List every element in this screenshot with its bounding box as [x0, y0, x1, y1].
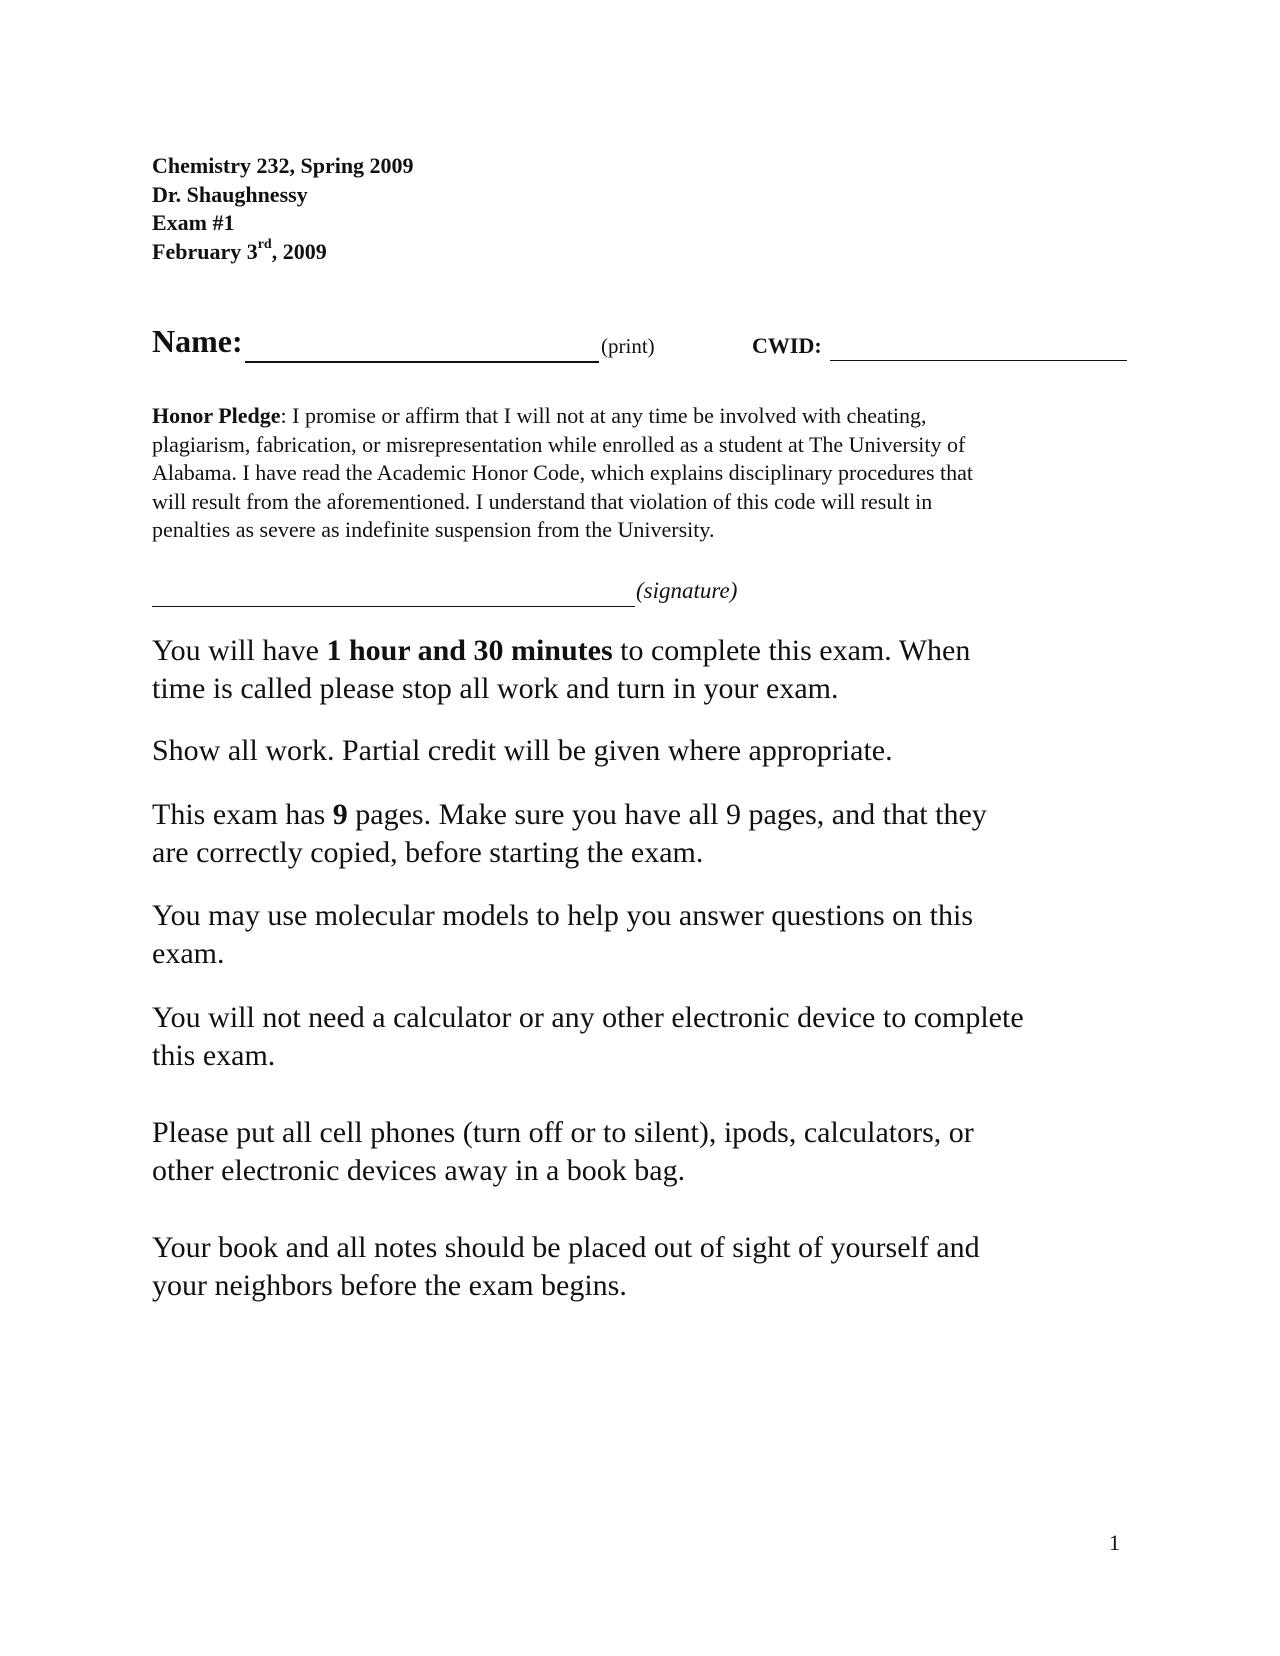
exam-date — [152, 238, 414, 267]
instruction-pages-text-a: This exam has — [152, 798, 333, 831]
instruction-devices — [152, 1114, 974, 1190]
exam-number: Exam #1 — [152, 210, 235, 235]
instruction-calculator-line-2: this exam. — [152, 1039, 276, 1072]
instruction-notes-line-2: your neighbors before the exam begins. — [152, 1269, 627, 1302]
page-count: 9 — [332, 798, 348, 831]
honor-pledge — [152, 402, 1102, 545]
instruction-calculator-line-1: You will not need a calculator or any other electronic device to complete — [152, 1001, 1024, 1034]
cwid-field[interactable] — [830, 360, 1127, 361]
instruction-show-work-line: Show all work. Partial credit will be given where appropriate. — [152, 734, 893, 767]
instruction-pages-text-b: pages. Make sure you have all 9 pages, and that they — [347, 798, 987, 831]
instruction-notes-line-1: Your book and all notes should be placed out of sight of yourself and — [152, 1231, 980, 1264]
name-label: Name: — [152, 323, 243, 359]
instruction-time — [152, 632, 970, 708]
signature-field[interactable] — [152, 606, 635, 607]
course-title: Chemistry 232, Spring 2009 — [152, 153, 414, 178]
instruction-devices-line-2: other electronic devices away in a book bag. — [152, 1154, 686, 1187]
exam-date-year: , 2009 — [271, 238, 327, 264]
honor-pledge-line-2: plagiarism, fabrication, or misrepresentation while enrolled as a student at The University of — [152, 431, 966, 457]
exam-duration: 1 hour and 30 minutes — [326, 634, 613, 667]
instruction-show-work — [152, 732, 893, 770]
instruction-models — [152, 897, 973, 973]
cwid-label: CWID: — [752, 333, 822, 358]
instruction-time-text-b: to complete this exam. When — [612, 634, 971, 667]
honor-pledge-line-1 — [152, 402, 1102, 431]
instruction-time-line-2: time is called please stop all work and turn in your exam. — [152, 672, 839, 705]
instruction-calculator — [152, 999, 1024, 1075]
honor-pledge-line-5: penalties as severe as indefinite suspension from the University. — [152, 517, 715, 543]
instruction-pages-line-1 — [152, 796, 987, 834]
instruction-time-line-1 — [152, 632, 970, 670]
exam-header — [152, 152, 414, 266]
instruction-devices-line-1: Please put all cell phones (turn off or to silent), ipods, calculators, or — [152, 1116, 974, 1149]
instruction-notes — [152, 1229, 980, 1305]
exam-date-ordinal: rd — [257, 237, 272, 253]
instructor-name: Dr. Shaughnessy — [152, 181, 308, 207]
print-label: (print) — [601, 334, 655, 358]
instruction-pages — [152, 796, 987, 872]
exam-date-main: February 3 — [152, 238, 258, 264]
honor-pledge-title: Honor Pledge — [152, 403, 281, 428]
instruction-models-line-2: exam. — [152, 937, 225, 970]
honor-pledge-text-1: : I promise or affirm that I will not at any time be involved with cheating, — [280, 403, 927, 428]
honor-pledge-line-4: will result from the aforementioned. I understand that violation of this code will result in — [152, 488, 933, 514]
honor-pledge-line-3: Alabama. I have read the Academic Honor Code, which explains disciplinary procedures that — [152, 460, 974, 486]
name-field[interactable] — [245, 361, 599, 363]
instruction-models-line-1: You may use molecular models to help you answer questions on this — [152, 899, 974, 932]
instruction-pages-line-2: are correctly copied, before starting the exam. — [152, 836, 704, 869]
page-number: 1 — [1109, 1530, 1120, 1555]
instruction-time-text-a: You will have — [152, 634, 327, 667]
signature-label: (signature) — [636, 578, 738, 603]
